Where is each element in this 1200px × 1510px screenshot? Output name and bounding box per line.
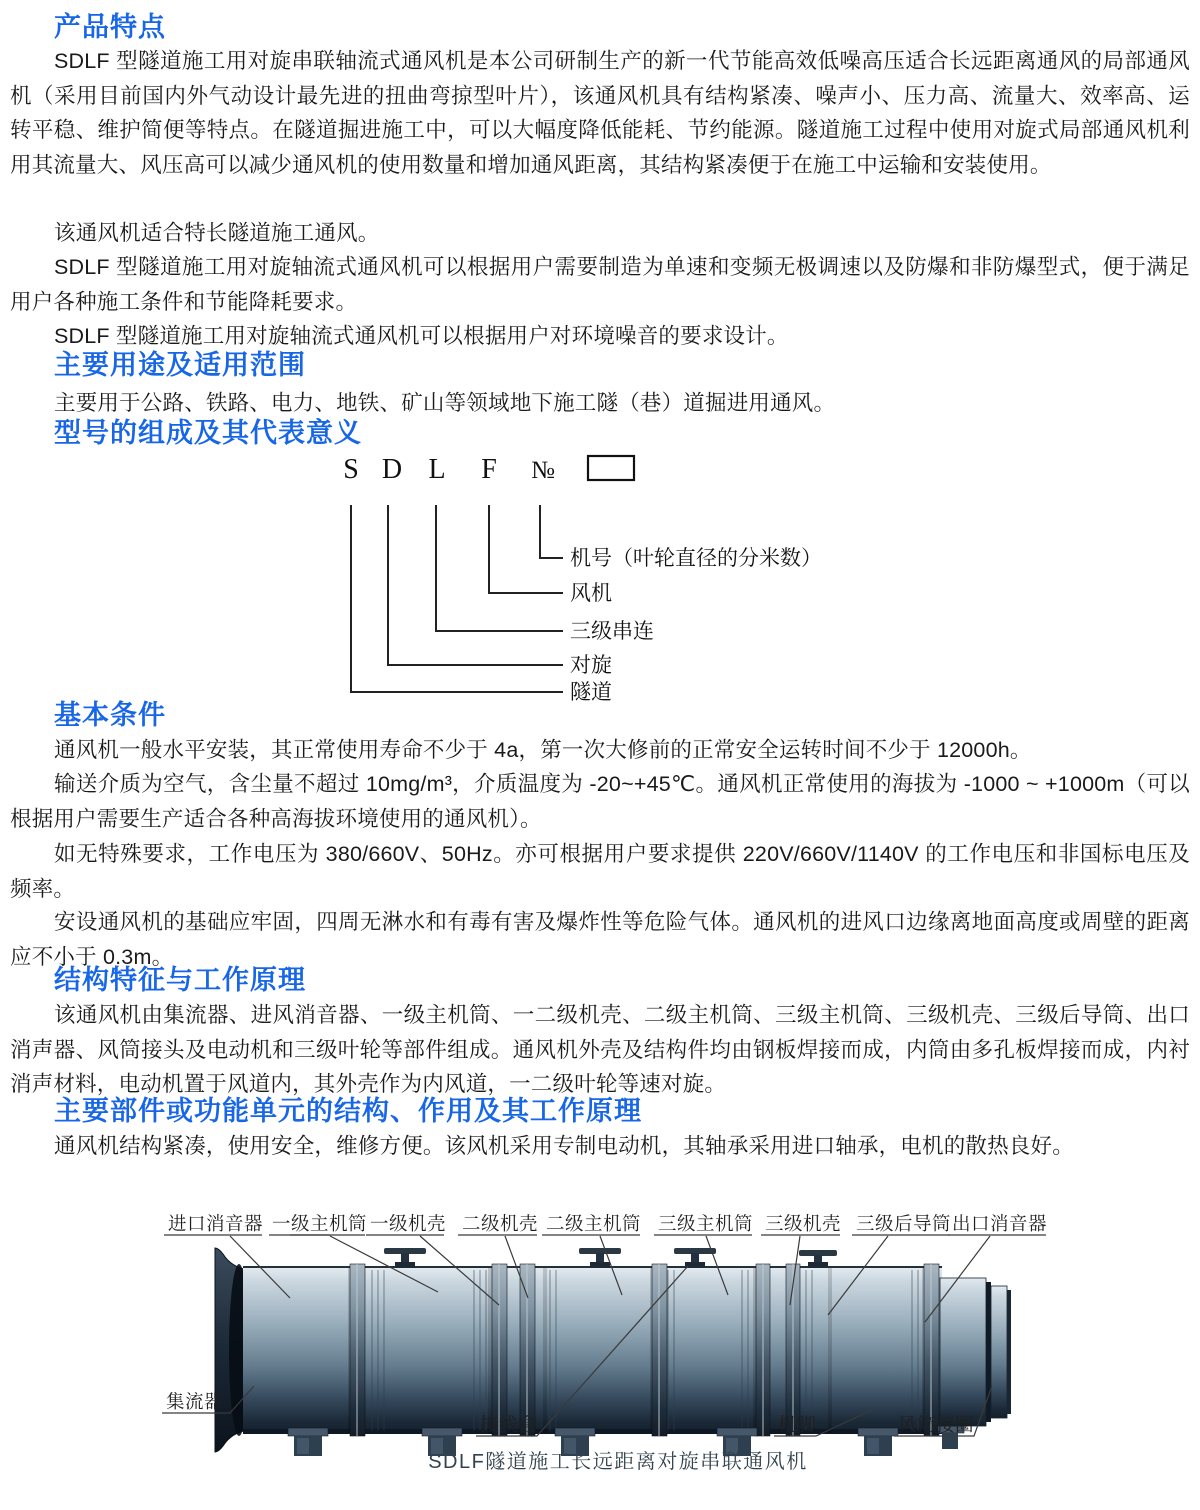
paragraph-basic-2: 输送介质为空气，含尘量不超过 10mg/m³，介质温度为 -20~+45℃。通风机正常使用的海拔为 -1000 ~ +1000m（可以根据用户需要生产适合各种高海拔环境使用的通风机）。 bbox=[10, 772, 1190, 831]
fan-label-stage1-barrel: 一级主机筒 bbox=[272, 1213, 368, 1234]
paragraph-product-features-1: SDLF 型隧道施工用对旋串联轴流式通风机是本公司研制生产的新一代节能高效低噪高压适合长远距离通风的局部通风机（采用目前国内外气动设计最先进的扭曲弯掠型叶片），该通风机具有结构紧凑、噪声小、压力高、流量大、效率高、运转平稳、维护简便等特点。在隧道掘进施工中，可以大幅度降低能耗、节约能源。隧道施工过程中使用对旋式局部通风机利用其流量大、风压高可以减少通风机的使用数量和增加通风距离，其结构紧凑便于在施工中运输和安装使用。 bbox=[10, 49, 1190, 177]
fan-assembly-diagram bbox=[0, 1200, 1200, 1510]
model-code-diagram bbox=[0, 450, 1200, 706]
model-letter-no: № bbox=[531, 457, 555, 484]
model-letter-s: S bbox=[343, 454, 359, 485]
fan-label-stage1-casing: 一级机壳 bbox=[370, 1213, 447, 1234]
heading-model-composition: 型号的组成及其代表意义 bbox=[54, 418, 362, 448]
model-label-fan: 风机 bbox=[570, 582, 612, 605]
fan-body-illustration bbox=[215, 1248, 1011, 1456]
fan-diagram-caption: SDLF隧道施工长远距离对旋串联通风机 bbox=[428, 1451, 808, 1473]
model-label-fan-number: 机号（叶轮直径的分米数） bbox=[570, 547, 822, 570]
fan-label-duct-ring: 风筒接圈 bbox=[898, 1414, 975, 1435]
paragraph-main-uses: 主要用于公路、铁路、电力、地铁、矿山等领域地下施工隧（巷）道掘进用通风。 bbox=[54, 391, 836, 415]
model-size-box bbox=[588, 456, 634, 480]
fan-label-stage3-rear-guide: 三级后导筒 bbox=[856, 1213, 952, 1234]
paragraph-product-features-3: SDLF 型隧道施工用对旋轴流式通风机可以根据用户需要制造为单速和变频无极调速以及防爆和非防爆型式，便于满足用户各种施工条件和节能降耗要求。 bbox=[10, 255, 1190, 314]
fan-label-stage3-casing: 三级机壳 bbox=[765, 1213, 842, 1234]
fan-label-stage2-casing: 二级机壳 bbox=[462, 1213, 539, 1234]
model-label-tunnel: 隧道 bbox=[570, 681, 612, 704]
model-letter-f: F bbox=[481, 454, 497, 485]
fan-outlet-ring bbox=[940, 1278, 1011, 1426]
fan-label-inlet-silencer: 进口消音器 bbox=[168, 1213, 264, 1234]
fan-label-stage2-barrel: 二级主机筒 bbox=[546, 1213, 642, 1234]
heading-main-components: 主要部件或功能单元的结构、作用及其工作原理 bbox=[54, 1096, 642, 1126]
paragraph-main-components: 通风机结构紧凑，使用安全，维修方便。该风机采用专制电动机，其轴承采用进口轴承，电机的散热良好。 bbox=[54, 1134, 1074, 1158]
model-label-three-stage-series: 三级串连 bbox=[570, 620, 654, 643]
model-letter-l: L bbox=[428, 454, 446, 485]
paragraph-basic-4: 安设通风机的基础应牢固，四周无淋水和有毒有害及爆炸性等危险气体。通风机的进风口边缘离地面高度或周壁的距离应不小于 0.3m。 bbox=[10, 910, 1190, 969]
heading-product-features: 产品特点 bbox=[54, 12, 166, 42]
heading-main-uses: 主要用途及适用范围 bbox=[54, 350, 306, 380]
fan-label-stage3-barrel: 三级主机筒 bbox=[658, 1213, 754, 1234]
paragraph-product-features-4: SDLF 型隧道施工用对旋轴流式通风机可以根据用户对环境噪音的要求设计。 bbox=[54, 324, 789, 348]
model-label-counter-rotating: 对旋 bbox=[570, 654, 612, 677]
model-connector-lines bbox=[351, 505, 563, 692]
fan-label-outlet-silencer: 出口消音器 bbox=[952, 1213, 1048, 1234]
fan-label-junction-box: 接线盒 bbox=[480, 1414, 538, 1435]
paragraph-product-features-2: 该通风机适合特长隧道施工通风。 bbox=[54, 221, 380, 245]
model-letter-d: D bbox=[381, 454, 403, 485]
fan-label-machine-foot: 机脚 bbox=[778, 1414, 817, 1435]
paragraph-structure: 该通风机由集流器、进风消音器、一级主机筒、一二级机壳、二级主机筒、三级主机筒、三级机壳、三级后导筒、出口消声器、风筒接头及电动机和三级叶轮等部件组成。通风机外壳及结构件均由钢板焊接而成，内筒由多孔板焊接而成，内衬消声材料，电动机置于风道内，其外壳作为内风道，一二级叶轮等速对旋。 bbox=[10, 1003, 1190, 1096]
paragraph-basic-1: 通风机一般水平安装，其正常使用寿命不少于 4a，第一次大修前的正常安全运转时间不少于 12000h。 bbox=[54, 738, 1032, 762]
fan-label-collector: 集流器 bbox=[166, 1391, 224, 1412]
heading-basic-conditions: 基本条件 bbox=[54, 700, 166, 730]
heading-structure-principle: 结构特征与工作原理 bbox=[54, 965, 306, 995]
paragraph-basic-3: 如无特殊要求，工作电压为 380/660V、50Hz。亦可根据用户要求提供 220V/660V/1140V 的工作电压和非国标电压及频率。 bbox=[10, 842, 1190, 901]
